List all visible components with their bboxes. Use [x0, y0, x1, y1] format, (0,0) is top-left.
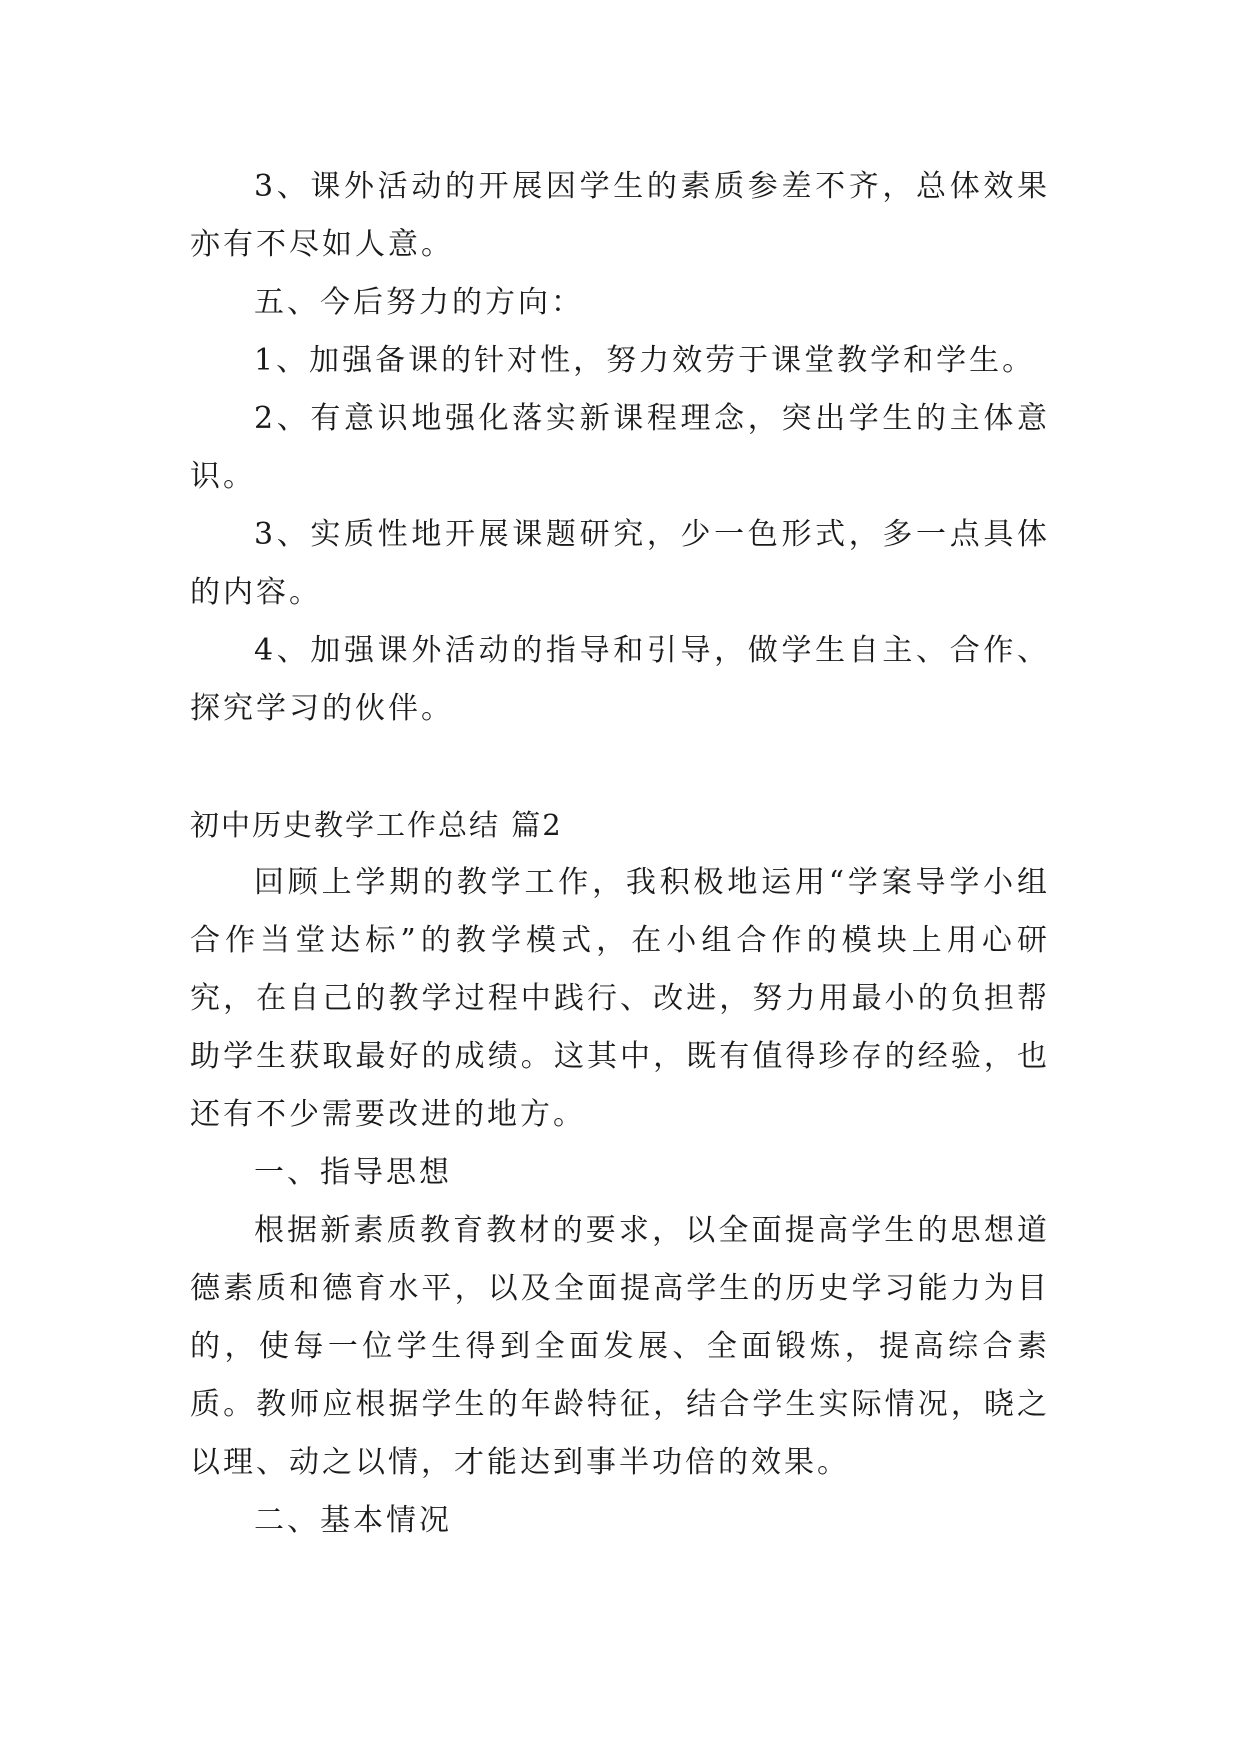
paragraph-lesson-prep: 1、加强备课的针对性，努力效劳于课堂教学和学生。	[254, 343, 1036, 378]
heading-future-direction: 五、今后努力的方向：	[254, 285, 584, 320]
paragraph-guidance: 4、加强课外活动的指导和引导，做学生自主、合作、探究学习的伙伴。	[190, 633, 1050, 726]
paragraph-guiding-thought: 根据新素质教育教材的要求，以全面提高学生的思想道德素质和德育水平，以及全面提高学生的历史学习能力为目的，使每一位学生得到全面发展、全面锻炼，提高综合素质。教师应根据学生的年龄特征，结合学生实际情况，晓之以理、动之以情，才能达到事半功倍的效果。	[190, 1213, 1050, 1480]
paragraph-outdoor-activities: 3、课外活动的开展因学生的素质参差不齐，总体效果亦有不尽如人意。	[190, 169, 1050, 262]
heading-basic-situation: 二、基本情况	[254, 1503, 452, 1538]
paragraph-research: 3、实质性地开展课题研究，少一色形式，多一点具体的内容。	[190, 517, 1050, 610]
heading-guiding-thought: 一、指导思想	[254, 1155, 452, 1190]
paragraph-new-curriculum: 2、有意识地强化落实新课程理念，突出学生的主体意识。	[190, 401, 1050, 494]
document-body	[190, 158, 1050, 1550]
section-title: 初中历史教学工作总结 篇2	[190, 808, 563, 842]
paragraph-review: 回顾上学期的教学工作，我积极地运用“学案导学小组合作当堂达标”的教学模式，在小组合作的模块上用心研究，在自己的教学过程中践行、改进，努力用最小的负担帮助学生获取最好的成绩。这其中，既有值得珍存的经验，也还有不少需要改进的地方。	[190, 865, 1050, 1132]
